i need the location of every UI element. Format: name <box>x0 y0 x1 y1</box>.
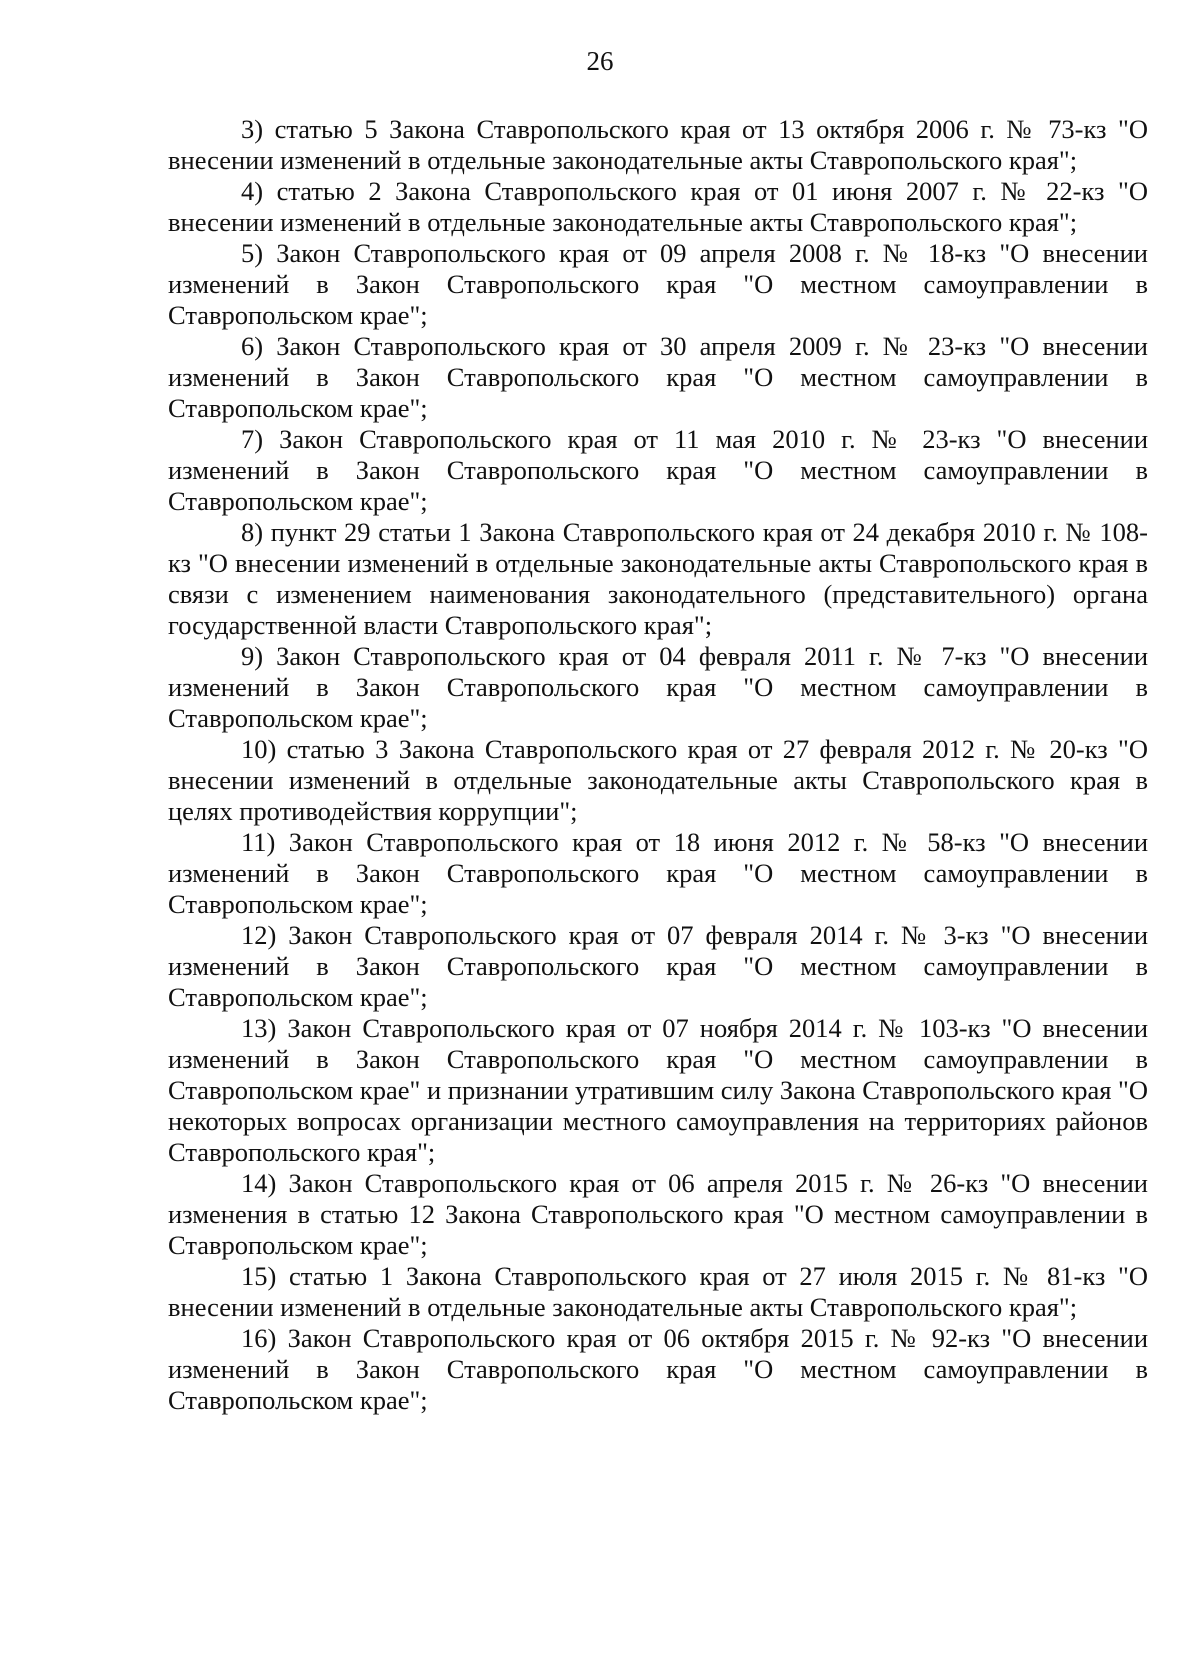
list-item: 11) Закон Ставропольского края от 18 июня 2012 г. № 58-кз "О внесении изменений в Закон Ставропольского края "О местном самоуправлении в Ставропольском крае"; <box>168 827 1148 919</box>
list-item: 15) статью 1 Закона Ставропольского края от 27 июля 2015 г. № 81-кз "О внесении изменений в отдельные законодательные акты Ставропольского края"; <box>168 1261 1148 1322</box>
list-item: 13) Закон Ставропольского края от 07 ноября 2014 г. № 103-кз "О внесении изменений в Закон Ставропольского края "О местном самоуправлении в Ставропольском крае" и признании утратившим силу Закона Ставропольского края "О некоторых вопросах организации местного самоуправления на территориях районов Ставропольского края"; <box>168 1013 1148 1167</box>
list-item: 7) Закон Ставропольского края от 11 мая 2010 г. № 23-кз "О внесении изменений в Закон Ставропольского края "О местном самоуправлении в Ставропольском крае"; <box>168 424 1148 516</box>
list-item: 14) Закон Ставропольского края от 06 апреля 2015 г. № 26-кз "О внесении изменения в статью 12 Закона Ставропольского края "О местном самоуправлении в Ставропольском крае"; <box>168 1168 1148 1260</box>
page-number: 26 <box>586 46 614 76</box>
list-item: 12) Закон Ставропольского края от 07 февраля 2014 г. № 3-кз "О внесении изменений в Закон Ставропольского края "О местном самоуправлении в Ставропольском крае"; <box>168 920 1148 1012</box>
list-item: 3) статью 5 Закона Ставропольского края от 13 октября 2006 г. № 73-кз "О внесении изменений в отдельные законодательные акты Ставропольского края"; <box>168 114 1148 175</box>
list-item: 5) Закон Ставропольского края от 09 апреля 2008 г. № 18-кз "О внесении изменений в Закон Ставропольского края "О местном самоуправлении в Ставропольском крае"; <box>168 238 1148 330</box>
list-item: 4) статью 2 Закона Ставропольского края от 01 июня 2007 г. № 22-кз "О внесении изменений в отдельные законодательные акты Ставропольского края"; <box>168 176 1148 237</box>
list-item: 16) Закон Ставропольского края от 06 октября 2015 г. № 92-кз "О внесении изменений в Закон Ставропольского края "О местном самоуправлении в Ставропольском крае"; <box>168 1323 1148 1415</box>
list-item: 6) Закон Ставропольского края от 30 апреля 2009 г. № 23-кз "О внесении изменений в Закон Ставропольского края "О местном самоуправлении в Ставропольском крае"; <box>168 331 1148 423</box>
document-body <box>168 114 1148 1416</box>
list-item: 9) Закон Ставропольского края от 04 февраля 2011 г. № 7-кз "О внесении изменений в Закон Ставропольского края "О местном самоуправлении в Ставропольском крае"; <box>168 641 1148 733</box>
list-item: 8) пункт 29 статьи 1 Закона Ставропольского края от 24 декабря 2010 г. № 108-кз "О внесении изменений в отдельные законодательные акты Ставропольского края в связи с изменением наименования законодательного (представительного) органа государственной власти Ставропольского края"; <box>168 517 1148 640</box>
list-item: 10) статью 3 Закона Ставропольского края от 27 февраля 2012 г. № 20-кз "О внесении изменений в отдельные законодательные акты Ставропольского края в целях противодействия коррупции"; <box>168 734 1148 826</box>
